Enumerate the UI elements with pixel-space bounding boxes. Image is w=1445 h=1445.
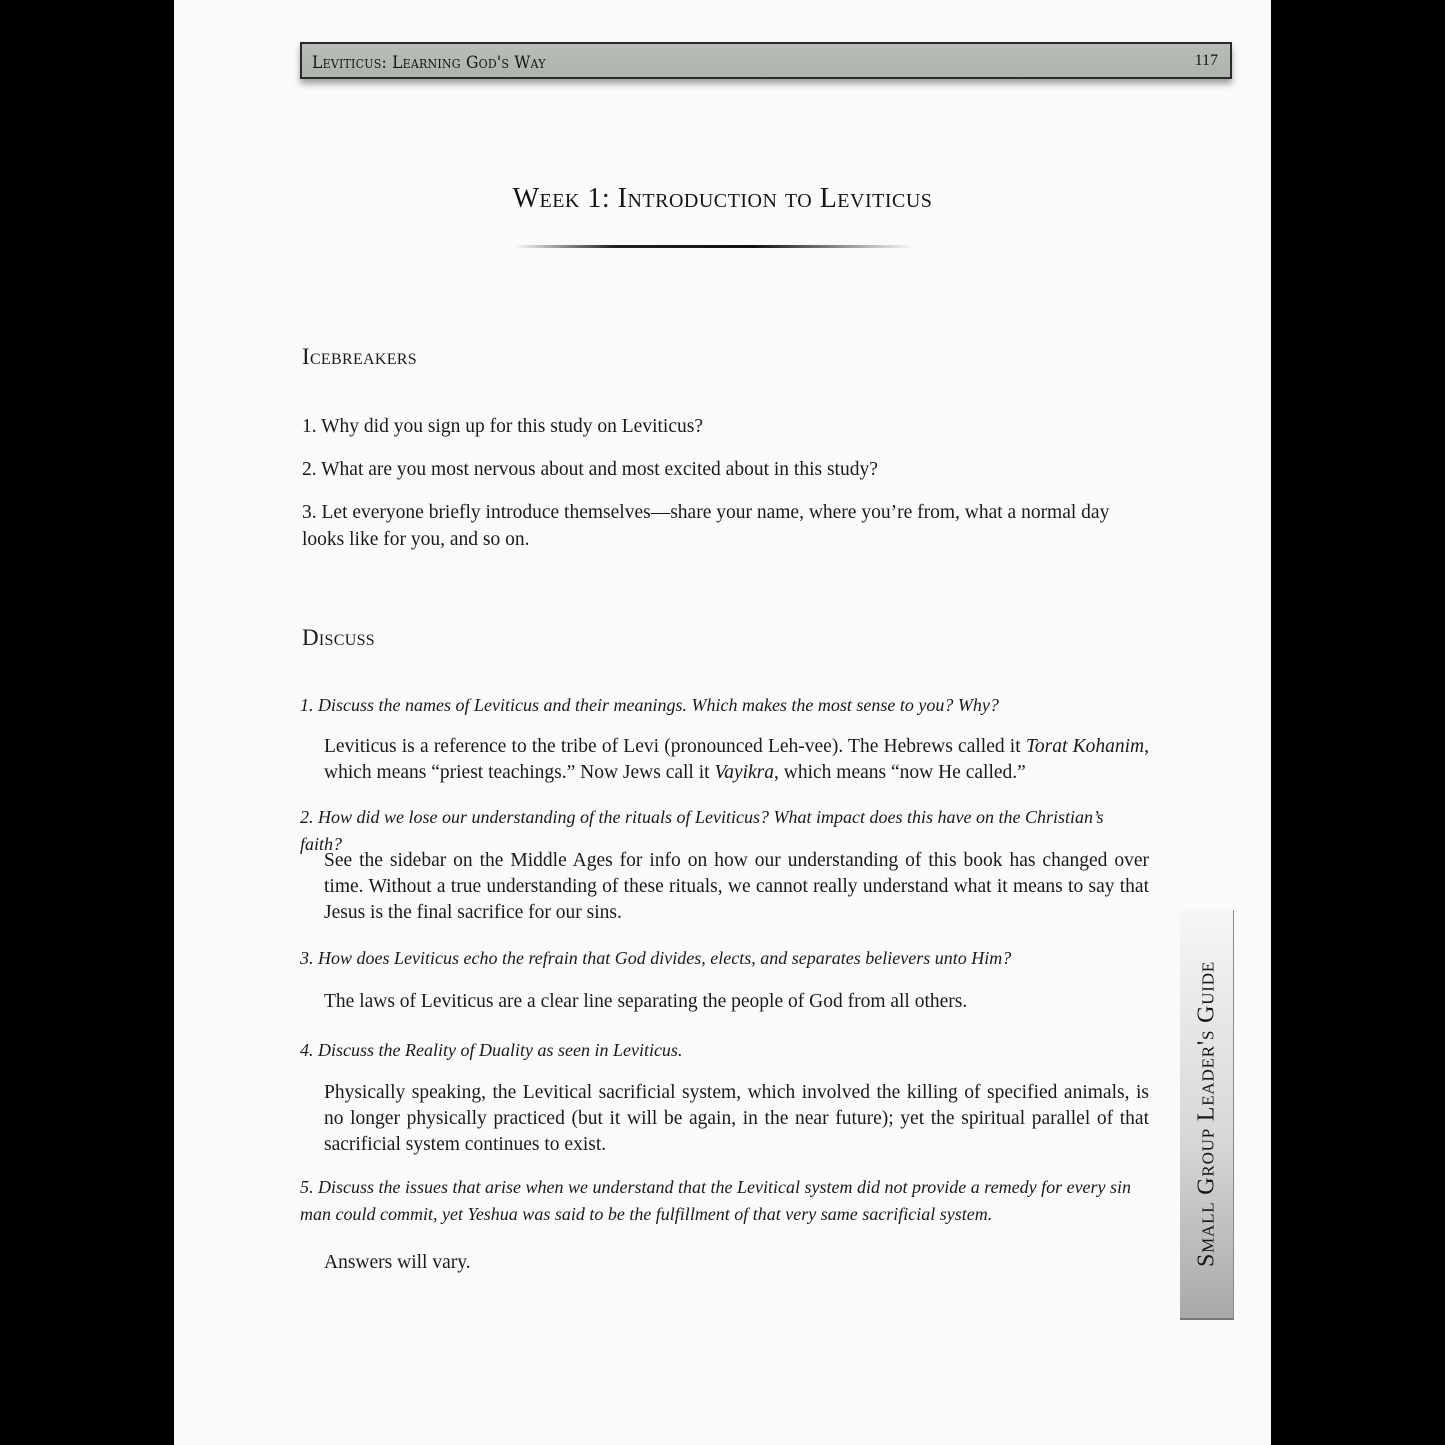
answer-1-text-e: , which means “now He called.” bbox=[774, 762, 1026, 783]
answer-1-term-torat-kohanim: Torat Kohanim bbox=[1025, 736, 1145, 757]
page-number: 117 bbox=[1194, 52, 1218, 69]
discuss-question-1: 1. Discuss the names of Leviticus and their meanings. Which makes the most sense to you? Why? bbox=[300, 695, 999, 715]
running-header-title: Leviticus: Learning God's Way bbox=[312, 53, 546, 73]
running-header bbox=[300, 42, 1232, 79]
page-title: Week 1: Introduction to Leviticus bbox=[512, 183, 933, 214]
discuss-question-5: 5. Discuss the issues that arise when we understand that the Levitical system did not provide a remedy for every sin man could commit, yet Yeshua was said to be the fulfillment of that very same sacrificial system. bbox=[300, 1177, 1132, 1224]
side-tab bbox=[1180, 910, 1234, 1320]
discuss-answer-4: Physically speaking, the Levitical sacrificial system, which involved the killing of specified animals, is no longer physically practiced (but it will be again, in the near future); yet the spiritual parallel of that sacrificial system continues to exist. bbox=[324, 1082, 1149, 1155]
icebreakers-heading: Icebreakers bbox=[302, 344, 417, 369]
discuss-question-2: 2. How did we lose our understanding of the rituals of Leviticus? What impact does this have on the Christian’s faith? bbox=[300, 807, 1104, 854]
side-tab-label: Small Group Leader's Guide bbox=[1193, 960, 1219, 1268]
book-page bbox=[174, 0, 1271, 1445]
discuss-answer-2: See the sidebar on the Middle Ages for info on how our understanding of this book has changed over time. Without a true understanding of these rituals, we cannot really understand what it means to say that Jesus is the final sacrifice for our sins. bbox=[324, 850, 1149, 923]
answer-1-text-c: , which means “priest teachings.” Now Jews call it bbox=[324, 736, 1149, 783]
answer-1-text-a: Leviticus is a reference to the tribe of Levi (pronounced Leh-vee). The Hebrews called it bbox=[324, 736, 1026, 757]
icebreaker-item-2: 2. What are you most nervous about and most excited about in this study? bbox=[302, 459, 878, 480]
discuss-answer-3: The laws of Leviticus are a clear line separating the people of God from all others. bbox=[324, 991, 968, 1012]
icebreaker-item-3: 3. Let everyone briefly introduce themselves—share your name, where you’re from, what a normal day looks like for you, and so on. bbox=[302, 502, 1110, 550]
discuss-answer-5: Answers will vary. bbox=[324, 1252, 471, 1273]
title-divider bbox=[514, 245, 914, 248]
discuss-heading: Discuss bbox=[302, 625, 375, 650]
discuss-question-4: 4. Discuss the Reality of Duality as seen in Leviticus. bbox=[300, 1040, 683, 1060]
discuss-answer-1 bbox=[324, 734, 1149, 786]
icebreaker-item-1: 1. Why did you sign up for this study on Leviticus? bbox=[302, 416, 703, 437]
discuss-question-3: 3. How does Leviticus echo the refrain that God divides, elects, and separates believers unto Him? bbox=[300, 948, 1012, 968]
answer-1-term-vayikra: Vayikra bbox=[714, 762, 775, 783]
